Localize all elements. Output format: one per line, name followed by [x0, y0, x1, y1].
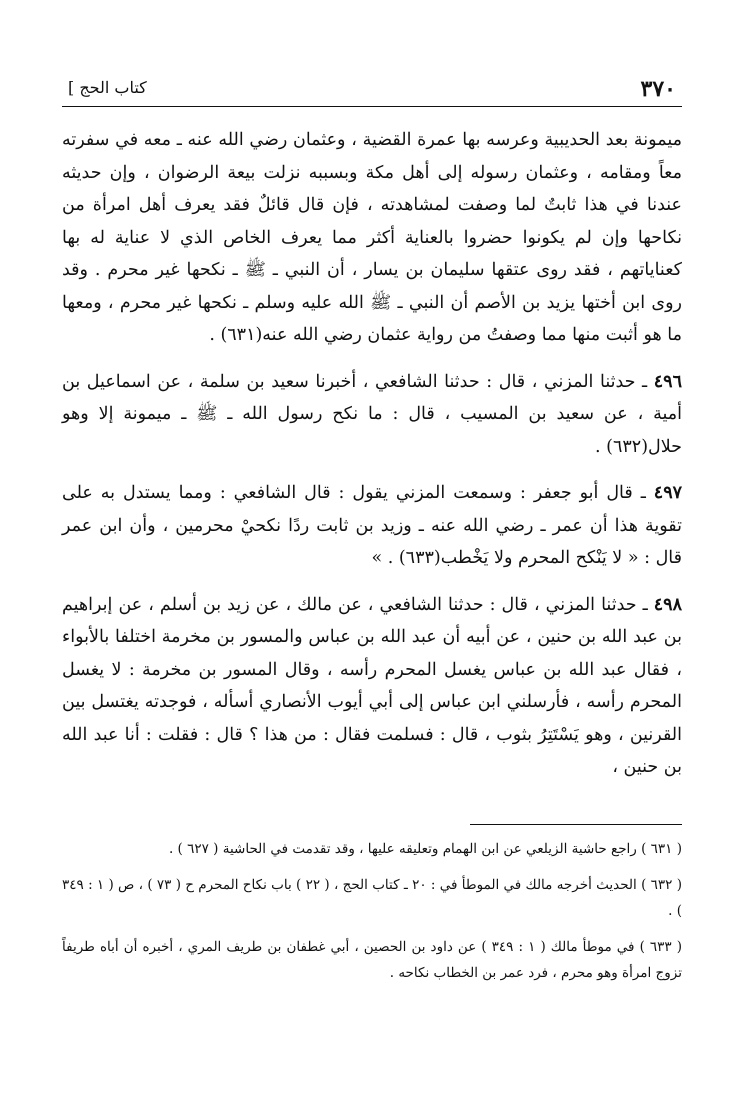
footnote-633: ( ٦٣٣ ) في موطأ مالك ( ١ : ٣٤٩ ) عن داود بن الحصين ، أبي غطفان بن طريف المري ، أخبره أن أباه طريفاً تزوج امرأة وهو محرم ، فرد عمر بن الخطاب نكاحه . [62, 939, 683, 981]
footnote-631: ( ٦٣١ ) راجع حاشية الزيلعي عن ابن الهمام وتعليقه عليها ، وقد تقدمت في الحاشية ( ٦٢٧ ) . [168, 841, 682, 857]
paragraph-number: ٤٩٨ [653, 594, 682, 615]
footnote-632: ( ٦٣٢ ) الحديث أخرجه مالك في الموطأ في : ٢٠ ـ كتاب الحج ، ( ٢٢ ) باب نكاح المحرم ح ( ٧٣ ) ، ص ( ١ : ٣٤٩ ) . [62, 877, 683, 919]
paragraph-497 [62, 477, 682, 575]
main-text [62, 124, 682, 784]
paragraph-text: ـ حدثنا المزني ، قال : حدثنا الشافعي ، عن مالك ، عن زيد بن أسلم ، عن إبراهيم بن عبد الله بن حنين ، عن أبيه أن عبد الله بن عباس والمسور بن مخرمة اختلفا بالأبواء ، فقال عبد الله بن عباس يغسل المحرم رأسه ، وقال المسور بن مخرمة : لا يغسل المحرم رأسه ، فأرسلني ابن عباس إلى أبي أيوب الأنصاري أسأله ، فوجدته يغتسل بين القرنين ، وهو يَسْتَتِرُ بثوب ، قال : فسلمت فقال : من هذا ؟ قال : فقلت : أنا عبد الله بن حنين ، [62, 594, 682, 777]
page-header [62, 72, 682, 107]
paragraph-number: ٤٩٧ [653, 483, 682, 503]
paragraph-number: ٤٩٦ [653, 371, 682, 392]
paragraph-text: ـ قال أبو جعفر : وسمعت المزني يقول : قال الشافعي : ومما يستدل به على تقوية هذا أن عمر ـ رضي الله عنه ـ وزيد بن ثابت ردًا نكحيْ محرمين ، وأن ابن عمر قال : « لا يَنْكح المحرم ولا يَخْطب(٦٣٣) . » [62, 483, 682, 568]
footnote-separator [470, 824, 682, 825]
paragraph-continuation [62, 124, 682, 352]
paragraph-text: ـ حدثنا المزني ، قال : حدثنا الشافعي ، أخبرنا سعيد بن سلمة ، عن اسماعيل بن أمية ، عن سعيد بن المسيب ، قال : ما نكح رسول الله ـ ﷺ ـ ميمونة إلا وهو حلال(٦٣٢) . [62, 371, 682, 457]
footnotes [62, 836, 682, 986]
running-title: كتاب الحج ] [68, 78, 147, 97]
paragraph-text: ميمونة بعد الحديبية وعرسه بها عمرة القضية ، وعثمان رضي الله عنه ـ معه في سفرته معاً ومقامه ، وعثمان رسوله إلى أهل مكة وبسببه نزلت بيعة الرضوان ، وإن حديثه عندنا في هذا ثابتٌ لما وصفت لمشاهدته ، فإن قال قائلٌ فقد يعرف أهل امرأة من نكاحها وإن لم يكونوا حضروا بالعناية أكثر مما يعرف الخاص الذي لا عناية له بها كعناياتهم ، فقد روى عتقها سليمان بن يسار ، أن النبي ـ ﷺ ـ نكحها غير محرم . وقد روى ابن أختها يزيد بن الأصم أن النبي ـ ﷺ الله عليه وسلم ـ نكحها غير محرم ، ومعها ما هو أثبت منها مما وصفتُ من رواية عثمان رضي الله عنه(٦٣١) . [62, 130, 682, 345]
paragraph-498 [62, 589, 682, 784]
page-number: ٣٧٠ [640, 76, 676, 102]
paragraph-496 [62, 366, 682, 464]
